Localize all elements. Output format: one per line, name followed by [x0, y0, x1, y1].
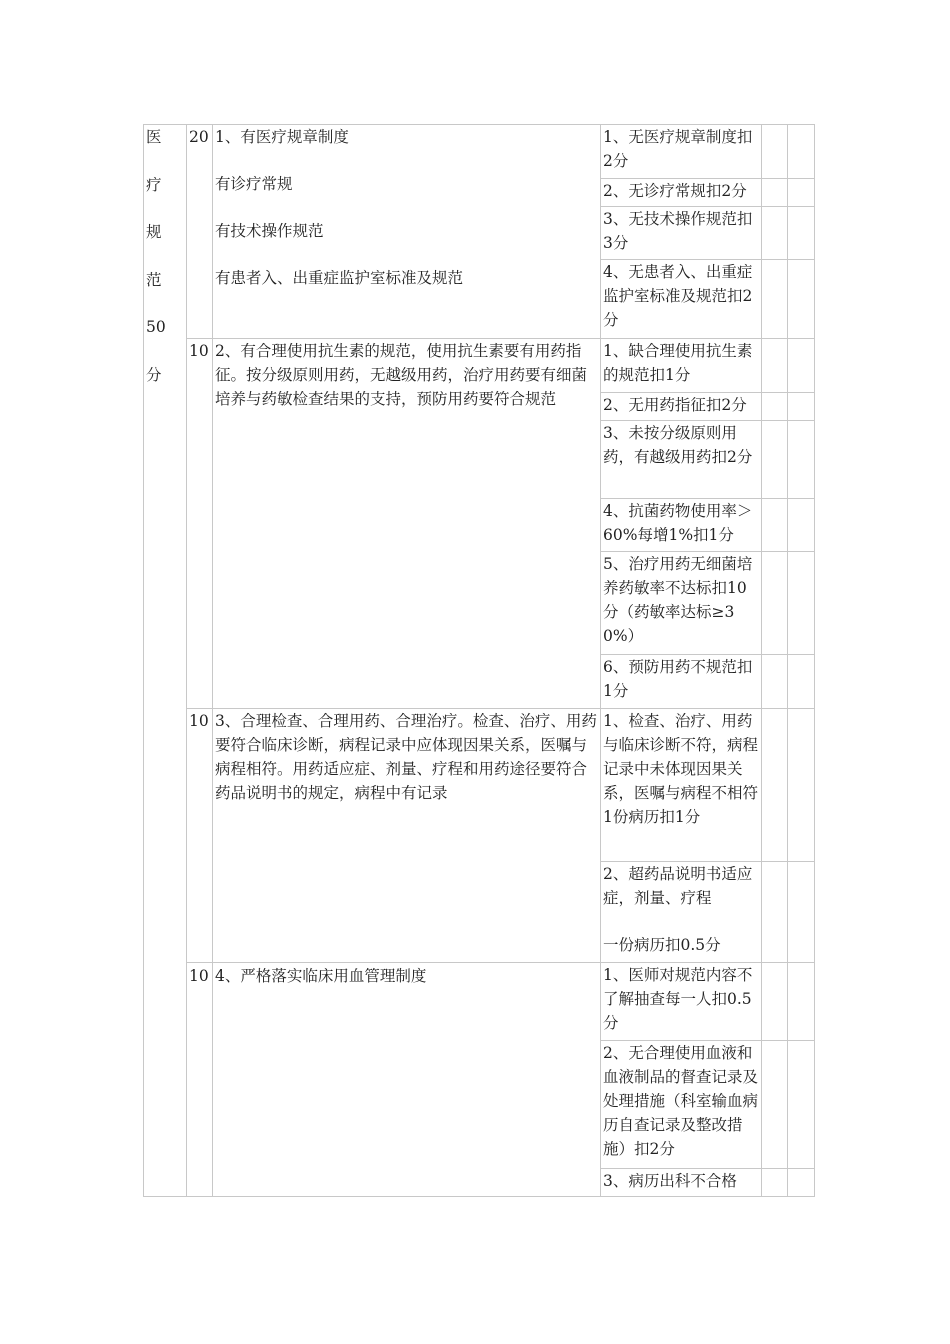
- blank-cell: [762, 552, 788, 655]
- deduction-cell: 6、预防用药不规范扣1分: [601, 655, 762, 709]
- deduction-cell: 1、医师对规范内容不了解抽查每一人扣0.5分: [601, 963, 762, 1041]
- requirement-line: 1、有医疗规章制度: [215, 128, 349, 146]
- deduction-line: 一份病历扣0.5分: [603, 936, 721, 954]
- category-char: 医: [146, 128, 162, 146]
- deduction-line: 2、超药品说明书适应症，剂量、疗程: [603, 865, 753, 907]
- requirement-line: 有患者入、出重症监护室标准及规范: [215, 269, 464, 287]
- blank-cell: [788, 862, 815, 963]
- table-row: [144, 709, 815, 862]
- blank-cell: [788, 179, 815, 207]
- deduction-cell: 3、无技术操作规范扣3分: [601, 207, 762, 260]
- deduction-cell: 1、缺合理使用抗生素的规范扣1分: [601, 339, 762, 393]
- category-char: 疗: [146, 175, 162, 194]
- blank-cell: [762, 862, 788, 963]
- requirement-line: 有诊疗常规: [215, 175, 293, 193]
- blank-cell: [788, 125, 815, 179]
- table-row: [144, 339, 815, 393]
- requirement-cell: 4、严格落实临床用血管理制度: [213, 963, 601, 1197]
- blank-cell: [788, 709, 815, 862]
- deduction-cell: 4、无患者入、出重症监护室标准及规范扣2分: [601, 260, 762, 339]
- requirement-cell: 2、有合理使用抗生素的规范，使用抗生素要有用药指征。按分级原则用药，无越级用药，治疗用药要有细菌培养与药敏检查结果的支持，预防用药要符合规范: [213, 339, 601, 709]
- blank-cell: [762, 1169, 788, 1197]
- blank-cell: [788, 339, 815, 393]
- category-char: 范: [146, 270, 162, 289]
- score-cell: 10: [187, 963, 213, 1197]
- requirement-cell: 3、合理检查、合理用药、合理治疗。检查、治疗、用药要符合临床诊断，病程记录中应体现因果关系，医嘱与病程相符。用药适应症、剂量、疗程和用药途径要符合药品说明书的规定，病程中有记录: [213, 709, 601, 963]
- blank-cell: [762, 260, 788, 339]
- blank-cell: [762, 339, 788, 393]
- blank-cell: [788, 552, 815, 655]
- blank-cell: [788, 421, 815, 499]
- score-cell: 20: [187, 125, 213, 339]
- score-cell: 10: [187, 709, 213, 963]
- blank-cell: [788, 499, 815, 552]
- blank-cell: [762, 709, 788, 862]
- blank-cell: [788, 1169, 815, 1197]
- evaluation-table: [143, 124, 815, 1197]
- blank-cell: [762, 179, 788, 207]
- deduction-cell: 3、未按分级原则用药，有越级用药扣2分: [601, 421, 762, 499]
- blank-cell: [762, 655, 788, 709]
- blank-cell: [762, 125, 788, 179]
- deduction-cell: 2、无诊疗常规扣2分: [601, 179, 762, 207]
- blank-cell: [788, 963, 815, 1041]
- blank-cell: [762, 207, 788, 260]
- table-row: [144, 125, 815, 179]
- category-char: 规: [146, 223, 162, 241]
- blank-cell: [762, 421, 788, 499]
- deduction-cell: 4、抗菌药物使用率＞60%每增1%扣1分: [601, 499, 762, 552]
- deduction-cell: 5、治疗用药无细菌培养药敏率不达标扣10分（药敏率达标≥30%）: [601, 552, 762, 655]
- deduction-cell: 3、病历出科不合格: [601, 1169, 762, 1197]
- blank-cell: [762, 393, 788, 421]
- table-row: [144, 963, 815, 1041]
- blank-cell: [788, 207, 815, 260]
- requirement-cell: [213, 125, 601, 339]
- category-char: 分: [146, 365, 162, 384]
- blank-cell: [788, 393, 815, 421]
- blank-cell: [762, 963, 788, 1041]
- deduction-cell: 1、检查、治疗、用药与临床诊断不符，病程记录中未体现因果关系，医嘱与病程不相符1份病历扣1分: [601, 709, 762, 862]
- deduction-cell: [601, 862, 762, 963]
- requirement-line: 有技术操作规范: [215, 222, 324, 240]
- blank-cell: [788, 260, 815, 339]
- blank-cell: [762, 1041, 788, 1169]
- deduction-cell: 2、无用药指征扣2分: [601, 393, 762, 421]
- category-cell: [144, 125, 187, 1197]
- deduction-cell: 2、无合理使用血液和血液制品的督查记录及处理措施（科室输血病历自查记录及整改措施）扣2分: [601, 1041, 762, 1169]
- category-char: 50: [146, 318, 166, 336]
- deduction-cell: 1、无医疗规章制度扣2分: [601, 125, 762, 179]
- blank-cell: [788, 1041, 815, 1169]
- score-cell: 10: [187, 339, 213, 709]
- blank-cell: [762, 499, 788, 552]
- blank-cell: [788, 655, 815, 709]
